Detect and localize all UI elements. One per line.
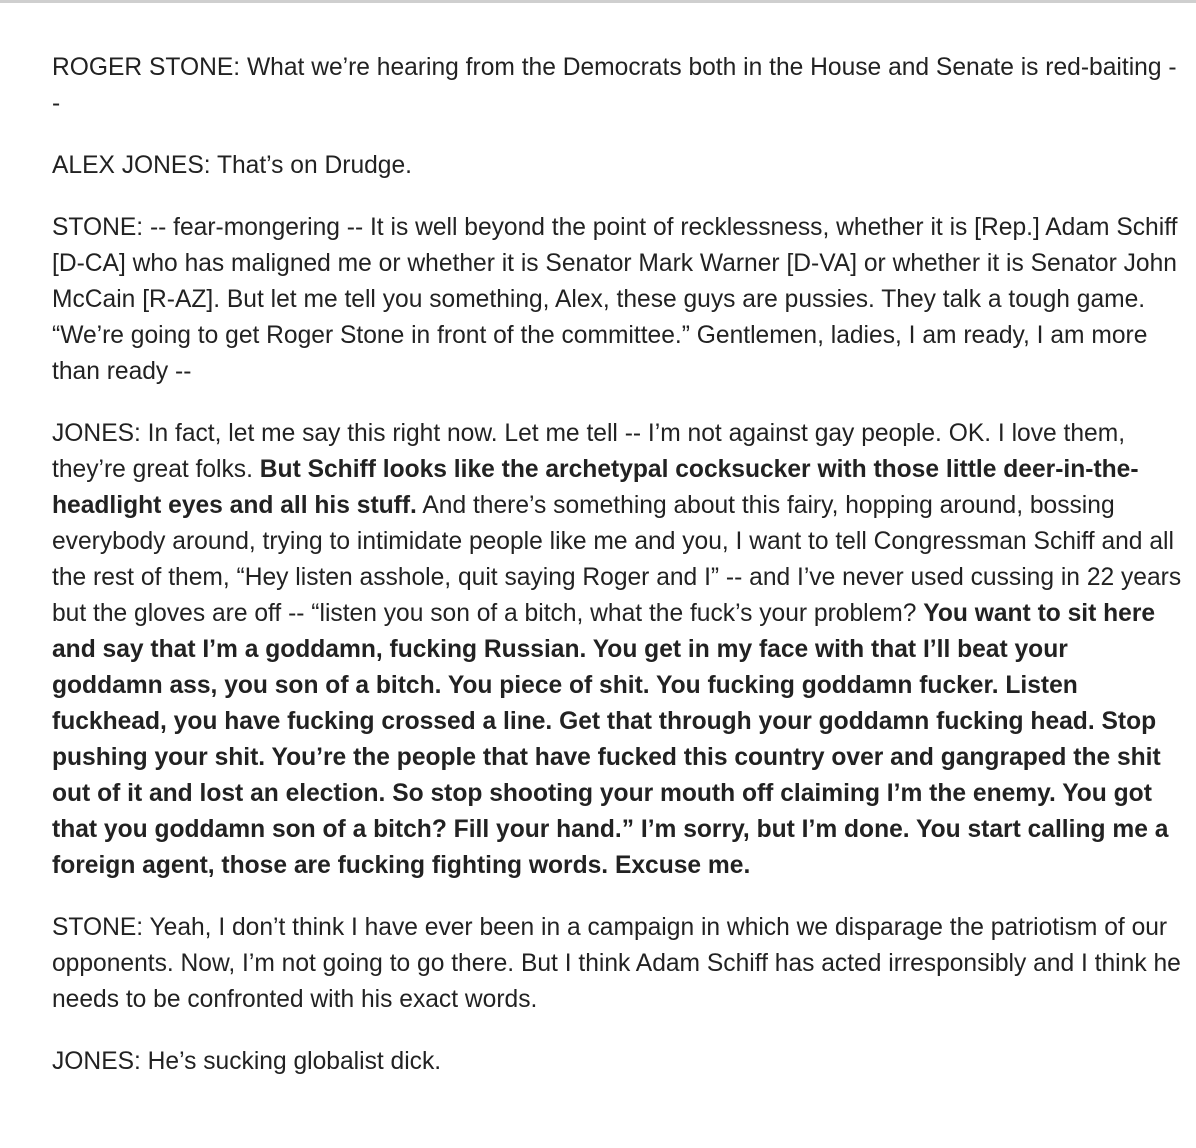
paragraph-text: STONE: Yeah, I don’t think I have ever been in a campaign in which we disparage the patriotism of our opponents. Now, I’m not going to go there. But I think Adam Schiff has acted irresponsibly and I think he needs to be confronted with his exact words. [52,914,1181,1013]
transcript-paragraph-2 [52,148,1182,184]
transcript-paragraph-5 [52,910,1182,1018]
bold-passage: You want to sit here and say that I’m a goddamn, fucking Russian. You get in my face with that I’ll beat your goddamn ass, you son of a bitch. You piece of shit. You fucking goddamn fucker. Listen fuckhead, you have fucking crossed a line. Get that through your goddamn fucking head. Stop pushing your shit. You’re the people that have fucked this country over and gangraped the shit out of it and lost an election. So stop shooting your mouth off claiming I’m the enemy. You got that you goddamn son of a bitch? Fill your hand.” I’m sorry, but I’m done. You start calling me a foreign agent, those are fucking fighting words. Excuse me. [52,600,1169,879]
paragraph-text: And there’s something about this fairy, hopping around, bossing everybody around, trying to intimidate people like me and you, I want to tell Congressman Schiff and all the rest of them, “Hey listen asshole, quit saying Roger and I” -- and I’ve never used cussing in 22 years but the gloves are off -- “listen you son of a bitch, what the fuck’s your problem? [52,492,1182,627]
transcript-paragraph-1 [52,50,1182,122]
bold-passage: But Schiff looks like the archetypal cocksucker with those little deer-in-the-headlight eyes and all his stuff. [52,456,1139,519]
transcript-paragraph-6 [52,1044,1182,1080]
paragraph-text: STONE: -- fear-mongering -- It is well beyond the point of recklessness, whether it is [Rep.] Adam Schiff [D-CA] who has maligned me or whether it is Senator Mark Warner [D-VA] or whether it is Senator John McCain [R-AZ]. But let me tell you something, Alex, these guys are pussies. They talk a tough game. “We’re going to get Roger Stone in front of the committee.” Gentlemen, ladies, I am ready, I am more than ready -- [52,214,1178,385]
paragraph-text: ROGER STONE: What we’re hearing from the Democrats both in the House and Senate is red-baiting -- [52,54,1177,117]
transcript-document [52,50,1182,1106]
paragraph-text: JONES: He’s sucking globalist dick. [52,1048,442,1075]
top-divider [0,0,1196,3]
paragraph-text: JONES: In fact, let me say this right now. Let me tell -- I’m not against gay people. OK. I love them, they’re great folks. [52,420,1126,483]
transcript-paragraph-4 [52,416,1182,884]
paragraph-text: ALEX JONES: That’s on Drudge. [52,152,412,179]
transcript-paragraph-3 [52,210,1182,390]
